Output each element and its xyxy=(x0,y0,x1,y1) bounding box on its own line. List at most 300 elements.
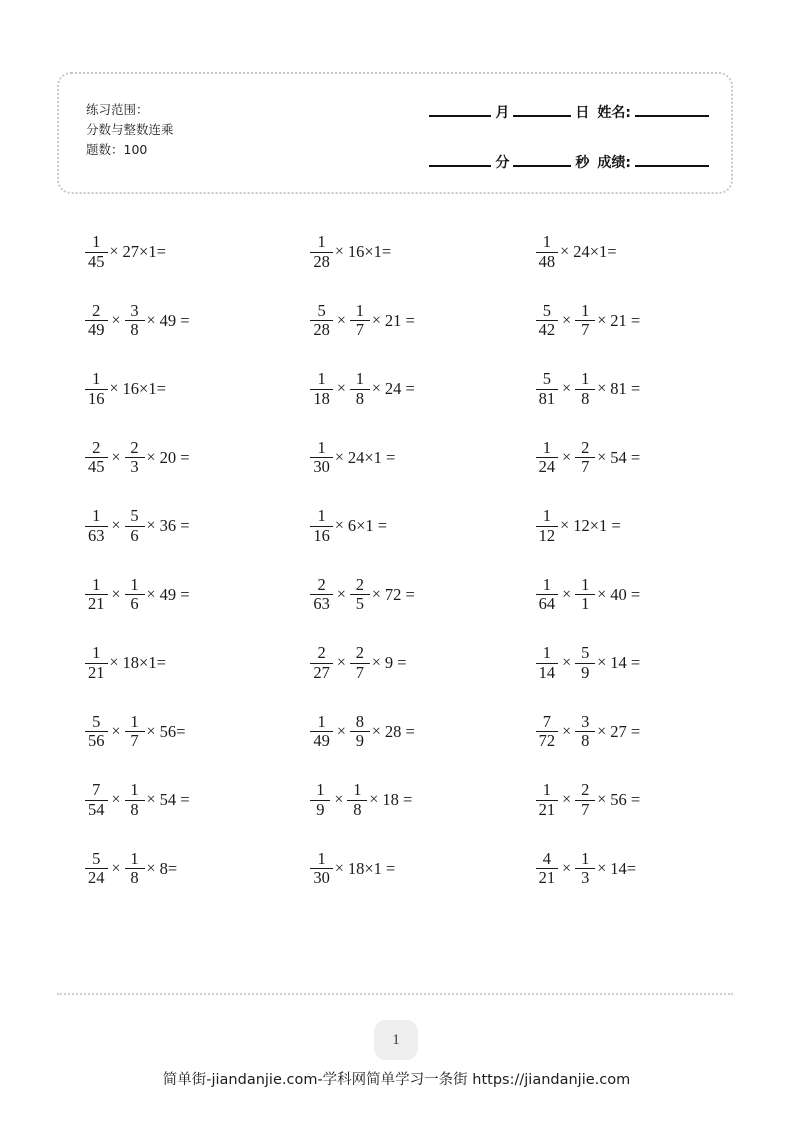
fraction xyxy=(575,300,595,340)
problem-tail: 49 = xyxy=(159,310,190,330)
problem-row xyxy=(57,835,733,904)
fraction-denominator: 9 xyxy=(355,731,364,751)
fraction-denominator: 21 xyxy=(538,868,556,888)
multiply-operator: × xyxy=(562,380,572,398)
fraction xyxy=(125,574,145,614)
fraction xyxy=(347,782,367,818)
fraction-denominator: 45 xyxy=(88,251,105,271)
problem-row xyxy=(57,766,733,835)
fraction-numerator: 1 xyxy=(353,780,362,800)
problem-tail: 36 = xyxy=(159,516,190,535)
fraction-numerator: 1 xyxy=(316,780,325,800)
problem-expression xyxy=(84,848,178,888)
fraction xyxy=(536,508,559,544)
fraction-numerator: 1 xyxy=(130,848,139,868)
fraction-denominator: 6 xyxy=(130,594,139,614)
fraction-denominator: 21 xyxy=(88,662,105,682)
problem-cell[interactable] xyxy=(57,355,282,424)
fraction xyxy=(85,508,108,544)
fraction-denominator: 7 xyxy=(581,320,590,340)
fraction-denominator: 54 xyxy=(88,799,105,819)
fraction-numerator: 5 xyxy=(542,300,552,320)
fraction-denominator: 8 xyxy=(581,388,590,408)
problem-tail: 49 = xyxy=(159,584,190,604)
fraction-numerator: 2 xyxy=(317,574,326,594)
multiply-operator: × xyxy=(336,722,346,740)
problem-tail: 14= xyxy=(610,858,637,878)
problem-tail: 56= xyxy=(159,721,186,741)
problem-cell[interactable] xyxy=(508,424,733,493)
fraction-denominator: 18 xyxy=(313,388,330,408)
problem-tail: 6×1 = xyxy=(347,516,388,535)
fraction xyxy=(85,371,108,407)
problem-tail: 54 = xyxy=(159,790,190,809)
problem-expression xyxy=(309,508,387,544)
fraction-denominator: 27 xyxy=(313,662,330,682)
problem-expression xyxy=(535,300,641,340)
fraction-denominator: 42 xyxy=(538,320,556,340)
problem-cell[interactable] xyxy=(282,287,507,356)
fraction-numerator: 7 xyxy=(542,711,552,731)
fraction-denominator: 7 xyxy=(581,799,590,819)
multiply-operator: × xyxy=(369,791,379,809)
problem-cell[interactable] xyxy=(282,218,507,287)
fraction xyxy=(310,300,333,340)
fraction-numerator: 2 xyxy=(130,437,139,457)
problem-expression xyxy=(84,300,190,340)
problem-cell[interactable] xyxy=(508,835,733,904)
multiply-operator: × xyxy=(371,654,381,672)
fraction-numerator: 5 xyxy=(317,300,326,320)
fraction-numerator: 1 xyxy=(317,848,326,868)
multiply-operator: × xyxy=(111,722,121,740)
fraction-numerator: 1 xyxy=(317,711,326,731)
problem-cell[interactable] xyxy=(57,698,282,767)
practice-range-value: 分数与整数连乘 xyxy=(86,122,174,137)
fraction xyxy=(85,848,108,888)
multiply-operator: × xyxy=(336,380,346,398)
fraction-numerator: 1 xyxy=(130,711,139,731)
fraction-numerator: 7 xyxy=(92,780,101,800)
fraction-numerator: 1 xyxy=(355,300,364,320)
multiply-operator: × xyxy=(597,722,607,740)
multiply-operator: × xyxy=(111,448,121,466)
problem-expression xyxy=(309,234,391,270)
fraction-denominator: 28 xyxy=(313,251,330,271)
problem-tail: 27 = xyxy=(610,721,641,741)
fraction xyxy=(350,300,370,340)
fraction xyxy=(575,848,595,888)
problem-expression xyxy=(84,371,166,407)
problem-tail: 21 = xyxy=(384,310,415,330)
fraction xyxy=(310,782,330,818)
multiply-operator: × xyxy=(562,859,572,877)
multiply-operator: × xyxy=(146,311,156,329)
problem-cell[interactable] xyxy=(282,355,507,424)
fraction-numerator: 5 xyxy=(542,369,552,389)
problem-tail: 18 = xyxy=(382,790,413,809)
fraction-denominator: 8 xyxy=(581,731,590,751)
fraction-numerator: 2 xyxy=(355,643,364,663)
problem-tail: 9 = xyxy=(384,653,407,672)
fraction xyxy=(536,782,559,818)
problem-row xyxy=(57,492,733,561)
multiply-operator: × xyxy=(111,311,121,329)
fraction xyxy=(125,711,145,751)
problem-expression xyxy=(309,782,412,818)
month-label: 月 xyxy=(495,105,510,121)
multiply-operator: × xyxy=(334,791,344,809)
fraction xyxy=(310,711,333,751)
fraction xyxy=(536,300,559,340)
fraction xyxy=(125,782,145,818)
multiply-operator: × xyxy=(597,311,607,329)
multiply-operator: × xyxy=(334,448,344,466)
multiply-operator: × xyxy=(597,448,607,466)
fraction xyxy=(575,437,595,477)
problem-tail: 54 = xyxy=(610,447,641,467)
fraction xyxy=(85,782,108,818)
problem-expression xyxy=(535,234,617,270)
problem-tail: 24×1 = xyxy=(347,447,396,467)
problem-tail: 18×1 = xyxy=(347,858,396,878)
fraction-numerator: 5 xyxy=(92,711,101,731)
problem-cell[interactable] xyxy=(508,766,733,835)
fraction xyxy=(536,574,559,614)
problem-expression xyxy=(309,300,415,340)
fraction-numerator: 2 xyxy=(317,643,326,663)
score-blank-line[interactable] xyxy=(635,164,709,167)
fraction xyxy=(85,234,108,270)
problem-tail: 8= xyxy=(159,858,178,878)
problem-cell[interactable] xyxy=(57,492,282,561)
fraction-numerator: 1 xyxy=(130,574,139,594)
problem-expression xyxy=(535,711,641,751)
problem-cell[interactable] xyxy=(282,629,507,698)
problem-expression xyxy=(309,371,415,407)
problem-cell[interactable] xyxy=(57,218,282,287)
multiply-operator: × xyxy=(111,585,121,603)
fraction-numerator: 5 xyxy=(581,643,590,663)
fraction-numerator: 1 xyxy=(92,643,101,663)
fraction-numerator: 1 xyxy=(317,437,326,457)
multiply-operator: × xyxy=(371,311,381,329)
problem-cell[interactable] xyxy=(57,287,282,356)
fraction-denominator: 3 xyxy=(581,868,590,888)
fraction-denominator: 56 xyxy=(88,731,105,751)
multiply-operator: × xyxy=(562,585,572,603)
problem-cell[interactable] xyxy=(508,355,733,424)
multiply-operator: × xyxy=(111,859,121,877)
problem-tail: 12×1 = xyxy=(573,516,621,535)
fraction xyxy=(575,711,595,751)
month-blank-line[interactable] xyxy=(429,114,491,117)
day-label: 日 xyxy=(575,105,590,121)
multiply-operator: × xyxy=(597,380,607,398)
problem-expression xyxy=(84,782,190,818)
problem-tail: 24×1= xyxy=(573,242,617,261)
problem-expression xyxy=(309,574,415,614)
fraction-denominator: 24 xyxy=(88,868,105,888)
fraction-denominator: 6 xyxy=(130,525,139,545)
fraction xyxy=(125,508,145,544)
fraction-denominator: 3 xyxy=(130,457,139,477)
multiply-operator: × xyxy=(371,380,381,398)
fraction-numerator: 1 xyxy=(317,506,326,526)
fraction xyxy=(85,711,108,751)
problem-cell[interactable] xyxy=(282,561,507,630)
problem-tail: 28 = xyxy=(384,721,415,741)
fraction-numerator: 2 xyxy=(581,437,590,457)
problem-expression xyxy=(535,782,641,818)
second-label: 秒 xyxy=(575,155,590,171)
multiply-operator: × xyxy=(146,585,156,603)
fraction-denominator: 7 xyxy=(355,320,364,340)
fraction xyxy=(575,574,595,614)
multiply-operator: × xyxy=(111,791,121,809)
multiply-operator: × xyxy=(109,654,119,672)
fraction xyxy=(350,371,370,407)
problem-row xyxy=(57,287,733,356)
fraction-numerator: 1 xyxy=(542,506,552,526)
fraction-numerator: 5 xyxy=(130,506,139,526)
fraction xyxy=(85,574,108,614)
fraction-denominator: 16 xyxy=(313,525,330,545)
fraction-denominator: 24 xyxy=(538,457,556,477)
multiply-operator: × xyxy=(109,380,119,398)
problem-row xyxy=(57,218,733,287)
fraction-numerator: 2 xyxy=(92,300,101,320)
practice-range-block xyxy=(86,100,174,160)
problem-tail: 18×1= xyxy=(122,653,166,672)
fraction-numerator: 1 xyxy=(542,574,552,594)
fraction xyxy=(536,437,559,477)
fraction-denominator: 12 xyxy=(538,525,556,545)
fraction-denominator: 21 xyxy=(88,594,105,614)
multiply-operator: × xyxy=(334,243,344,261)
fraction xyxy=(310,508,333,544)
multiply-operator: × xyxy=(336,654,346,672)
fraction-denominator: 30 xyxy=(313,457,330,477)
problem-cell[interactable] xyxy=(508,629,733,698)
problem-tail: 40 = xyxy=(610,584,641,604)
problem-row xyxy=(57,698,733,767)
fraction-numerator: 4 xyxy=(542,848,552,868)
fraction xyxy=(350,645,370,681)
fraction-numerator: 1 xyxy=(92,506,101,526)
problem-tail: 21 = xyxy=(610,310,641,330)
problems-grid xyxy=(57,218,733,903)
multiply-operator: × xyxy=(146,517,156,535)
fraction-denominator: 49 xyxy=(88,320,105,340)
fraction-numerator: 1 xyxy=(92,232,101,252)
fraction-numerator: 2 xyxy=(581,780,590,800)
fraction-denominator: 5 xyxy=(355,594,364,614)
fraction-numerator: 1 xyxy=(92,574,101,594)
fraction-numerator: 3 xyxy=(130,300,139,320)
fraction-denominator: 81 xyxy=(538,388,556,408)
site-watermark: 简单街-jiandanjie.com-学科网简单学习一条街 https://jiandanjie.com xyxy=(162,1072,631,1088)
fraction xyxy=(310,848,333,888)
fraction xyxy=(310,645,333,681)
problem-cell[interactable] xyxy=(282,835,507,904)
fraction xyxy=(310,234,333,270)
fraction xyxy=(350,574,370,614)
problem-expression xyxy=(309,848,396,888)
fraction-numerator: 1 xyxy=(355,369,364,389)
problem-expression xyxy=(535,508,621,544)
problem-cell[interactable] xyxy=(508,287,733,356)
fraction-denominator: 7 xyxy=(355,662,364,682)
multiply-operator: × xyxy=(146,722,156,740)
fraction xyxy=(85,645,108,681)
fraction xyxy=(310,574,333,614)
multiply-operator: × xyxy=(562,722,572,740)
fraction xyxy=(536,848,559,888)
multiply-operator: × xyxy=(336,311,346,329)
fraction-denominator: 8 xyxy=(355,388,364,408)
multiply-operator: × xyxy=(111,517,121,535)
time-row xyxy=(369,152,709,182)
multiply-operator: × xyxy=(371,722,381,740)
fraction-denominator: 1 xyxy=(581,594,590,614)
problem-cell[interactable] xyxy=(57,561,282,630)
problem-row xyxy=(57,424,733,493)
fraction-numerator: 1 xyxy=(92,369,101,389)
fraction-denominator: 48 xyxy=(538,251,556,271)
fraction-denominator: 72 xyxy=(538,731,556,751)
problem-row xyxy=(57,355,733,424)
problem-tail: 24 = xyxy=(384,379,415,398)
fraction-denominator: 16 xyxy=(88,388,105,408)
problem-tail: 20 = xyxy=(159,447,190,467)
problem-cell[interactable] xyxy=(508,698,733,767)
fraction-numerator: 1 xyxy=(581,369,590,389)
fraction xyxy=(310,371,333,407)
fraction-denominator: 8 xyxy=(130,320,139,340)
multiply-operator: × xyxy=(334,859,344,877)
fraction-denominator: 21 xyxy=(538,799,556,819)
fraction xyxy=(125,848,145,888)
fraction xyxy=(125,300,145,340)
fraction-numerator: 1 xyxy=(542,232,552,252)
fraction xyxy=(536,371,559,407)
fraction-denominator: 63 xyxy=(313,594,330,614)
fraction-denominator: 9 xyxy=(316,799,325,819)
problem-cell[interactable] xyxy=(282,698,507,767)
problem-count-label: 题数：100 xyxy=(86,142,148,157)
problem-cell[interactable] xyxy=(57,766,282,835)
minute-blank-line[interactable] xyxy=(429,164,491,167)
fraction-numerator: 3 xyxy=(581,711,590,731)
problem-expression xyxy=(84,234,166,270)
fraction-denominator: 7 xyxy=(581,457,590,477)
fraction-denominator: 9 xyxy=(581,662,590,682)
date-row xyxy=(369,102,709,132)
problem-cell[interactable] xyxy=(57,835,282,904)
fraction-numerator: 1 xyxy=(130,780,139,800)
multiply-operator: × xyxy=(146,791,156,809)
minute-label: 分 xyxy=(495,155,510,171)
problem-expression xyxy=(535,437,641,477)
name-label: 姓名: xyxy=(597,105,631,121)
fraction-denominator: 8 xyxy=(130,799,139,819)
problem-cell[interactable] xyxy=(508,218,733,287)
footer-divider xyxy=(57,993,733,995)
fraction xyxy=(310,437,333,477)
problem-expression xyxy=(535,371,641,407)
problem-tail: 27×1= xyxy=(122,242,166,261)
problem-expression xyxy=(309,711,415,751)
fraction xyxy=(575,645,595,681)
problem-cell[interactable] xyxy=(282,492,507,561)
worksheet-header-box xyxy=(57,72,733,194)
multiply-operator: × xyxy=(560,243,570,261)
problem-tail: 14 = xyxy=(610,653,641,672)
multiply-operator: × xyxy=(562,448,572,466)
problem-tail: 16×1= xyxy=(347,242,392,261)
problem-expression xyxy=(535,645,641,681)
fraction-numerator: 1 xyxy=(542,643,552,663)
problem-tail: 56 = xyxy=(610,790,641,809)
fraction-numerator: 2 xyxy=(355,574,364,594)
problem-row xyxy=(57,629,733,698)
fraction-denominator: 14 xyxy=(538,662,556,682)
multiply-operator: × xyxy=(371,585,381,603)
second-blank-line[interactable] xyxy=(513,164,571,167)
problem-expression xyxy=(535,848,637,888)
fraction xyxy=(536,234,559,270)
multiply-operator: × xyxy=(146,448,156,466)
fraction-numerator: 5 xyxy=(92,848,101,868)
problem-cell[interactable] xyxy=(282,424,507,493)
fraction-numerator: 2 xyxy=(92,437,101,457)
fraction xyxy=(85,437,108,477)
multiply-operator: × xyxy=(562,791,572,809)
problem-expression xyxy=(84,437,190,477)
fraction xyxy=(85,300,108,340)
day-blank-line[interactable] xyxy=(513,114,571,117)
fraction-denominator: 63 xyxy=(88,525,105,545)
multiply-operator: × xyxy=(562,654,572,672)
score-label: 成绩: xyxy=(597,155,631,171)
fraction xyxy=(575,782,595,818)
fraction-denominator: 45 xyxy=(88,457,105,477)
fraction-numerator: 8 xyxy=(355,711,364,731)
name-blank-line[interactable] xyxy=(635,114,709,117)
problem-expression xyxy=(84,508,190,544)
problem-cell[interactable] xyxy=(57,629,282,698)
problem-tail: 72 = xyxy=(384,584,415,604)
problem-expression xyxy=(84,711,186,751)
fraction xyxy=(536,711,559,751)
problem-expression xyxy=(309,645,406,681)
problem-tail: 16×1= xyxy=(122,379,166,398)
problem-cell[interactable] xyxy=(508,561,733,630)
multiply-operator: × xyxy=(597,585,607,603)
fraction-numerator: 1 xyxy=(542,780,552,800)
problem-cell[interactable] xyxy=(57,424,282,493)
multiply-operator: × xyxy=(597,859,607,877)
fraction-denominator: 30 xyxy=(313,868,330,888)
problem-cell[interactable] xyxy=(508,492,733,561)
multiply-operator: × xyxy=(562,311,572,329)
problem-cell[interactable] xyxy=(282,766,507,835)
fraction-numerator: 1 xyxy=(542,437,552,457)
fraction xyxy=(350,711,370,751)
problem-tail: 81 = xyxy=(610,379,641,398)
fraction-numerator: 1 xyxy=(581,574,590,594)
